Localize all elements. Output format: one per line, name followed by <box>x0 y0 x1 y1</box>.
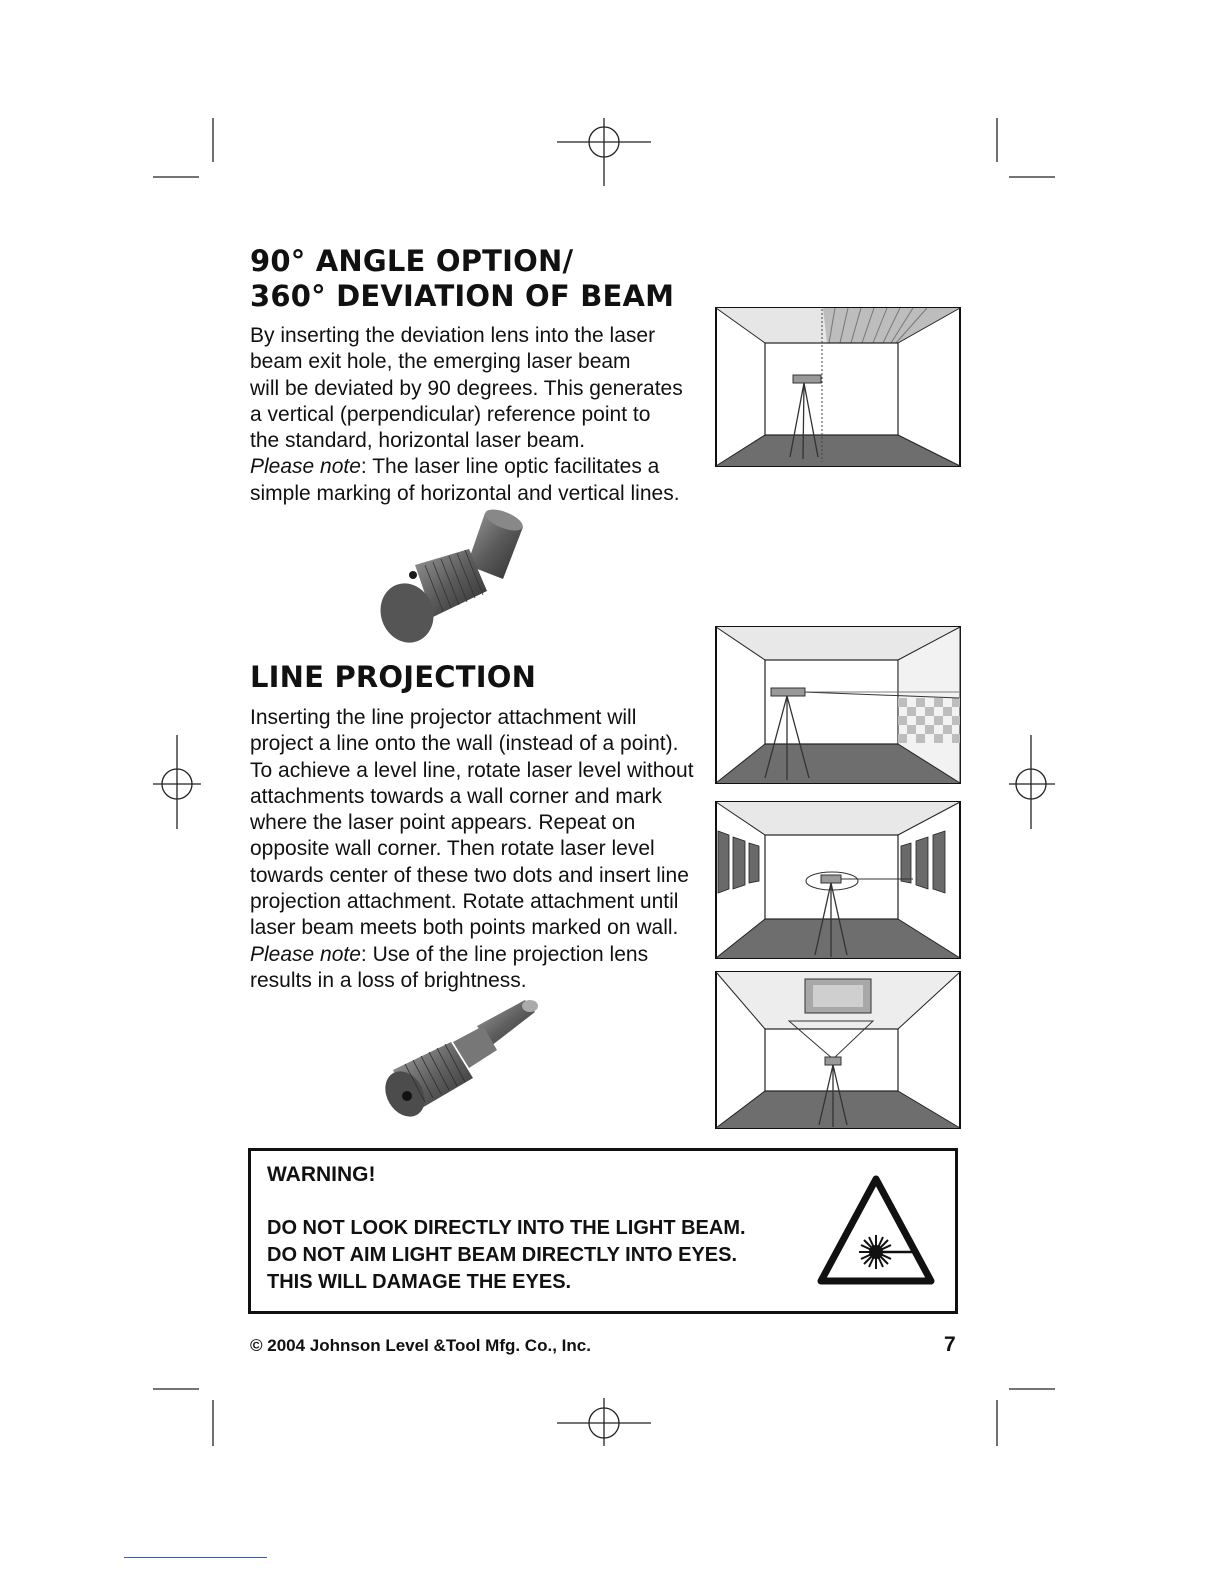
warning-line: DO NOT AIM LIGHT BEAM DIRECTLY INTO EYES. <box>267 1244 738 1266</box>
note-line <box>250 942 694 968</box>
section-heading-line-projection: LINE PROJECTION <box>250 660 537 694</box>
paragraph-line: opposite wall corner. Then rotate laser level <box>250 837 655 861</box>
paragraph-line: a vertical (perpendicular) reference point to <box>250 402 651 426</box>
line-projection-paragraph <box>250 705 694 994</box>
paragraph-line: where the laser point appears. Repeat on <box>250 811 636 835</box>
paragraph-line: To achieve a level line, rotate laser level without <box>250 758 694 782</box>
paragraph-line: By inserting the deviation lens into the laser <box>250 324 656 347</box>
note-text: : The laser line optic facilitates a <box>360 455 660 479</box>
laser-warning-icon <box>817 1175 935 1287</box>
note-line <box>250 454 683 480</box>
vertical-beam-room-illustration <box>715 307 961 467</box>
paragraph-line: the standard, horizontal laser beam. <box>250 429 586 453</box>
paragraph-line: beam exit hole, the emerging laser beam <box>250 350 631 374</box>
paragraph-line: will be deviated by 90 degrees. This generates <box>250 376 683 400</box>
paragraph-line: attachments towards a wall corner and mark <box>250 784 663 808</box>
warning-text <box>267 1215 746 1296</box>
page-number: 7 <box>944 1333 956 1356</box>
copyright-footer: © 2004 Johnson Level &Tool Mfg. Co., Inc. <box>250 1336 591 1355</box>
deviation-lens-image <box>375 505 525 650</box>
heading-line-2: 360° DEVIATION OF BEAM <box>250 279 675 313</box>
line-projection-attachment-image <box>385 998 540 1126</box>
warning-line: THIS WILL DAMAGE THE EYES. <box>267 1271 572 1293</box>
paragraph-line: laser beam meets both points marked on wall. <box>250 916 679 940</box>
section-heading-angle-option <box>250 244 674 314</box>
registration-mark-right <box>1009 735 1055 829</box>
warning-line: DO NOT LOOK DIRECTLY INTO THE LIGHT BEAM. <box>267 1217 746 1239</box>
note-line-2: simple marking of horizontal and vertical lines. <box>250 481 680 505</box>
registration-mark-bottom <box>557 1398 651 1446</box>
registration-mark-top <box>557 118 651 186</box>
warning-box <box>248 1148 958 1314</box>
divider <box>124 1557 267 1558</box>
registration-mark-left <box>153 735 201 829</box>
paragraph-line: projection attachment. Rotate attachment until <box>250 890 679 914</box>
rotating-beam-room-illustration <box>715 801 961 959</box>
paragraph-line: project a line onto the wall (instead of a point). <box>250 732 679 756</box>
paragraph-line: towards center of these two dots and insert line <box>250 863 689 887</box>
note-label: Please note <box>250 942 361 966</box>
note-text: : Use of the line projection lens <box>360 942 649 966</box>
note-label: Please note <box>250 455 361 479</box>
note-line-2: results in a loss of brightness. <box>250 968 527 992</box>
paragraph-line: Inserting the line projector attachment will <box>250 706 637 729</box>
ceiling-projection-illustration <box>715 971 961 1129</box>
wall-corner-line-illustration <box>715 626 961 784</box>
angle-option-paragraph <box>250 323 683 507</box>
warning-title: WARNING! <box>267 1163 376 1186</box>
heading-line-1: 90° ANGLE OPTION/ <box>250 244 574 278</box>
